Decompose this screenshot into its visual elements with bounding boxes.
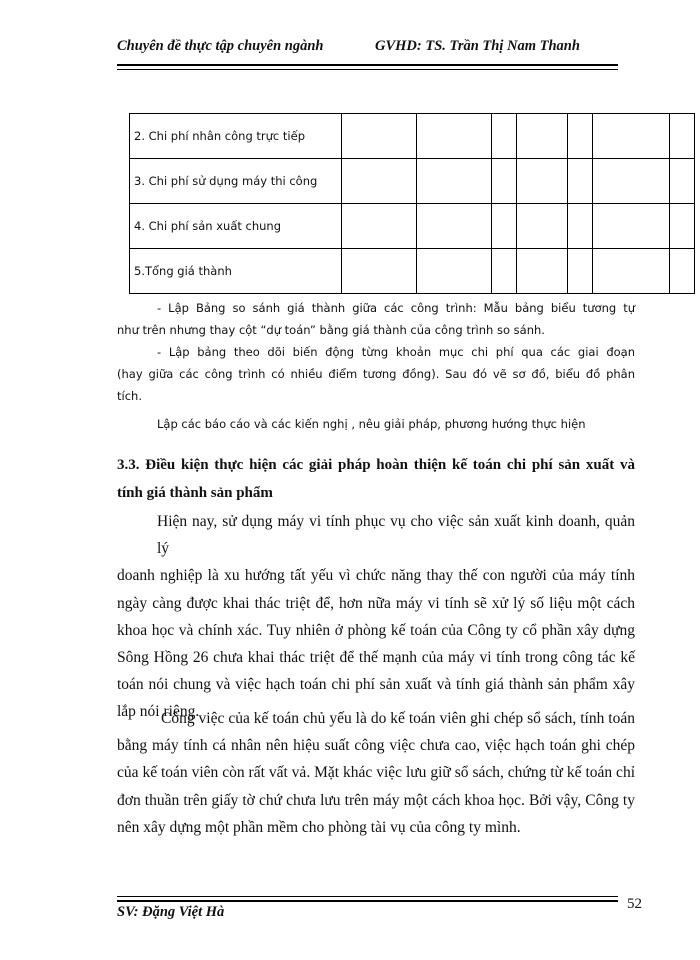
- bullet-2-line-2: (hay giữa các công trình có nhiều điểm tương đồng). Sau đó vẽ sơ đồ, biểu đồ phân: [117, 367, 635, 381]
- paragraph-1-line: Hiện nay, sử dụng máy vi tính phục vụ cho việc sản xuất kinh doanh, quản lý: [157, 513, 635, 558]
- header-rule-thin: [117, 69, 618, 70]
- paragraph-2-line: nên xây dựng một phần mềm cho phòng tài vụ của công ty mình.: [117, 818, 521, 836]
- table-row: [130, 114, 695, 159]
- bullet-2-line-3: tích.: [117, 389, 142, 403]
- paragraph-1-line: khoa học và chính xác. Tuy nhiên ở phòng kế toán của Công ty cổ phần xây dựng: [117, 621, 635, 639]
- paragraph-1-line: toán nói chung và việc hạch toán chi phí sản xuất và tính giá thành sản phẩm xây: [117, 676, 635, 694]
- paragraph-2: [117, 705, 635, 841]
- table-row-label: 2. Chi phí nhân công trực tiếp: [130, 114, 342, 159]
- page-header: [117, 38, 618, 64]
- footer-student: SV: Đặng Việt Hà: [117, 904, 225, 920]
- paragraph-1-line: ngày càng được khai thác triệt để, hơn nữa máy vi tính sẽ xử lý số liệu một cách: [117, 594, 635, 612]
- paragraph-2-line: của kế toán viên còn rất vất vả. Mặt khác việc lưu giữ sổ sách, chứng từ kế toán chỉ: [117, 764, 635, 782]
- bullet-2-line-1: - Lập bảng theo dõi biến động từng khoản mục chi phí qua các giai đoạn: [157, 345, 635, 359]
- paragraph-2-line: đơn thuần trên giấy tờ chứ chưa lưu trên máy một cách khoa học. Bởi vậy, Công ty: [117, 791, 635, 809]
- table-row-label: 4. Chi phí sản xuất chung: [130, 204, 342, 249]
- table-row: [130, 249, 695, 294]
- bullet-3: Lập các báo cáo và các kiến nghị , nêu giải pháp, phương hướng thực hiện: [157, 417, 586, 431]
- table-row: [130, 204, 695, 249]
- footer-rule-thick: [117, 900, 618, 902]
- section-heading: [117, 451, 635, 507]
- paragraph-1-line: doanh nghiệp là xu hướng tất yếu vì chức năng thay thế con người của máy tính: [117, 567, 635, 585]
- paragraph-2-line: bằng máy tính cá nhân nên hiệu suất công việc chưa cao, việc hạch toán ghi chép: [117, 737, 635, 755]
- paragraph-1-line: lắp nói riêng.: [117, 703, 200, 721]
- paragraph-1-line: Sông Hồng 26 chưa khai thác triệt để thế mạnh của máy vi tính trong công tác kế: [117, 649, 635, 667]
- footer-rule-thin: [117, 896, 618, 897]
- cost-table: [129, 113, 695, 294]
- table-row-label: 3. Chi phí sử dụng máy thi công: [130, 159, 342, 204]
- header-rule-thick: [117, 64, 618, 66]
- paragraph-1: [117, 508, 635, 726]
- bullet-1-line-1: - Lập Bảng so sánh giá thành giữa các công trình: Mẫu bảng biểu tương tự: [157, 301, 635, 315]
- header-course-title: Chuyên đề thực tập chuyên ngành: [117, 38, 324, 54]
- page-number: 52: [627, 896, 642, 912]
- table-row-label: 5.Tổng giá thành: [130, 249, 342, 294]
- table-row: [130, 159, 695, 204]
- header-advisor: GVHD: TS. Trần Thị Nam Thanh: [375, 38, 580, 54]
- section-heading-line-2: tính giá thành sản phẩm: [117, 485, 273, 501]
- bullet-list: [117, 297, 635, 435]
- section-heading-line-1: 3.3. Điều kiện thực hiện các giải pháp hoàn thiện kế toán chi phí sản xuất và: [117, 457, 635, 473]
- paragraph-2-line: Công việc của kế toán chủ yếu là do kế toán viên ghi chép sổ sách, tính toán: [161, 710, 635, 727]
- bullet-1-line-2: như trên nhưng thay cột “dự toán” bằng giá thành của công trình so sánh.: [117, 323, 545, 337]
